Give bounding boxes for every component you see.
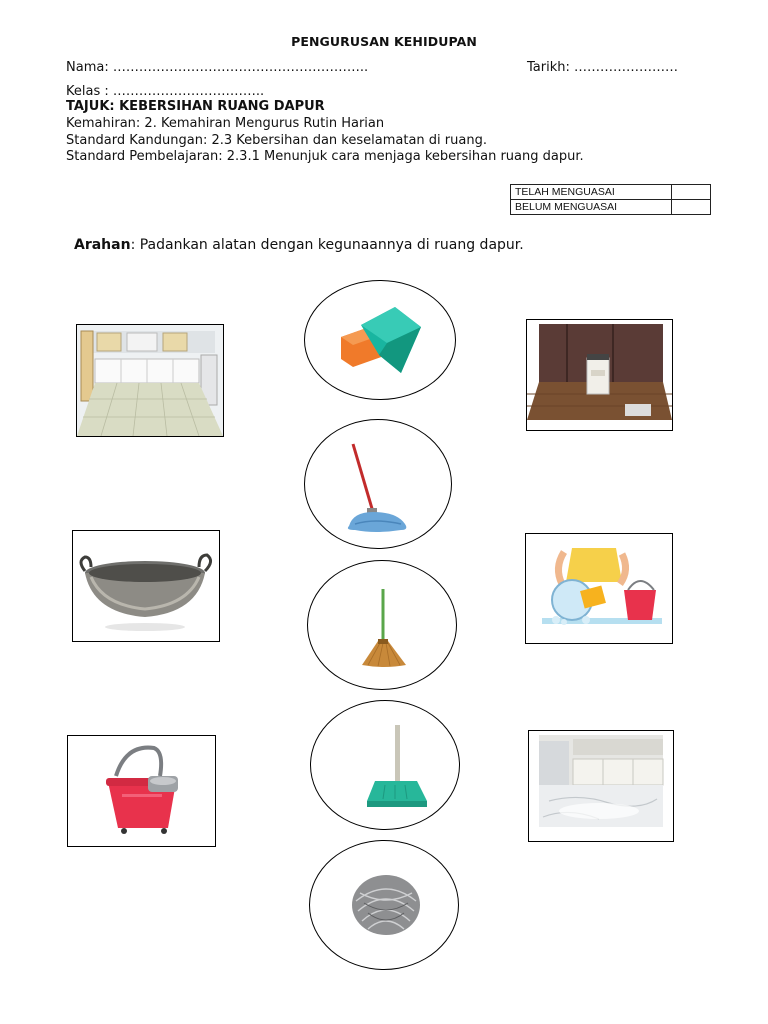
sponge-icon bbox=[305, 281, 455, 399]
mop-bucket-photo bbox=[68, 736, 215, 846]
steel-wool-scrubber-icon bbox=[310, 841, 458, 969]
name-field-label: Nama: ………………………………………………….. bbox=[66, 60, 369, 75]
kitchen-corner-picture[interactable] bbox=[526, 319, 673, 431]
topic-heading: TAJUK: KEBERSIHAN RUANG DAPUR bbox=[66, 99, 325, 114]
mastery-checkbox-not-mastered[interactable] bbox=[672, 200, 711, 215]
class-field-label: Kelas : …………………………….. bbox=[66, 84, 265, 99]
wet-kitchen-floor-photo bbox=[529, 731, 673, 841]
washing-dishes-illustration bbox=[526, 534, 672, 643]
kitchen-room-picture[interactable] bbox=[76, 324, 224, 437]
learning-standard-line: Standard Pembelajaran: 2.3.1 Menunjuk cara menjaga kebersihan ruang dapur. bbox=[66, 149, 584, 164]
date-field-label: Tarikh: …………………… bbox=[527, 60, 678, 75]
dustpan-circle[interactable] bbox=[310, 700, 460, 830]
washing-dishes-picture[interactable] bbox=[525, 533, 673, 644]
steel-wool-circle[interactable] bbox=[309, 840, 459, 970]
instruction-text: : Padankan alatan dengan kegunaannya di ruang dapur. bbox=[130, 237, 524, 253]
mastery-row bbox=[511, 185, 711, 200]
instruction-label: Arahan bbox=[74, 237, 131, 253]
mastery-checkbox-mastered[interactable] bbox=[672, 185, 711, 200]
dustpan-icon bbox=[311, 701, 459, 829]
mop-icon bbox=[305, 420, 451, 548]
content-standard-line: Standard Kandungan: 2.3 Kebersihan dan keselamatan di ruang. bbox=[66, 133, 487, 148]
kitchen-corner-trash-bin-photo bbox=[527, 320, 672, 430]
wok-photo bbox=[73, 531, 219, 641]
mop-circle[interactable] bbox=[304, 419, 452, 549]
mastery-label-mastered: TELAH MENGUASAI bbox=[511, 185, 672, 200]
worksheet-title: PENGURUSAN KEHIDUPAN bbox=[291, 34, 477, 49]
skill-line: Kemahiran: 2. Kemahiran Mengurus Rutin Harian bbox=[66, 116, 385, 131]
mop-bucket-picture[interactable] bbox=[67, 735, 216, 847]
kitchen-floor-picture[interactable] bbox=[528, 730, 674, 842]
kitchen-room-illustration bbox=[77, 325, 223, 436]
broom-circle[interactable] bbox=[307, 560, 457, 690]
wok-picture[interactable] bbox=[72, 530, 220, 642]
instruction bbox=[74, 237, 524, 253]
sponge-circle[interactable] bbox=[304, 280, 456, 400]
mastery-row bbox=[511, 200, 711, 215]
mastery-label-not-mastered: BELUM MENGUASAI bbox=[511, 200, 672, 215]
broom-icon bbox=[308, 561, 456, 689]
mastery-table bbox=[510, 184, 711, 215]
